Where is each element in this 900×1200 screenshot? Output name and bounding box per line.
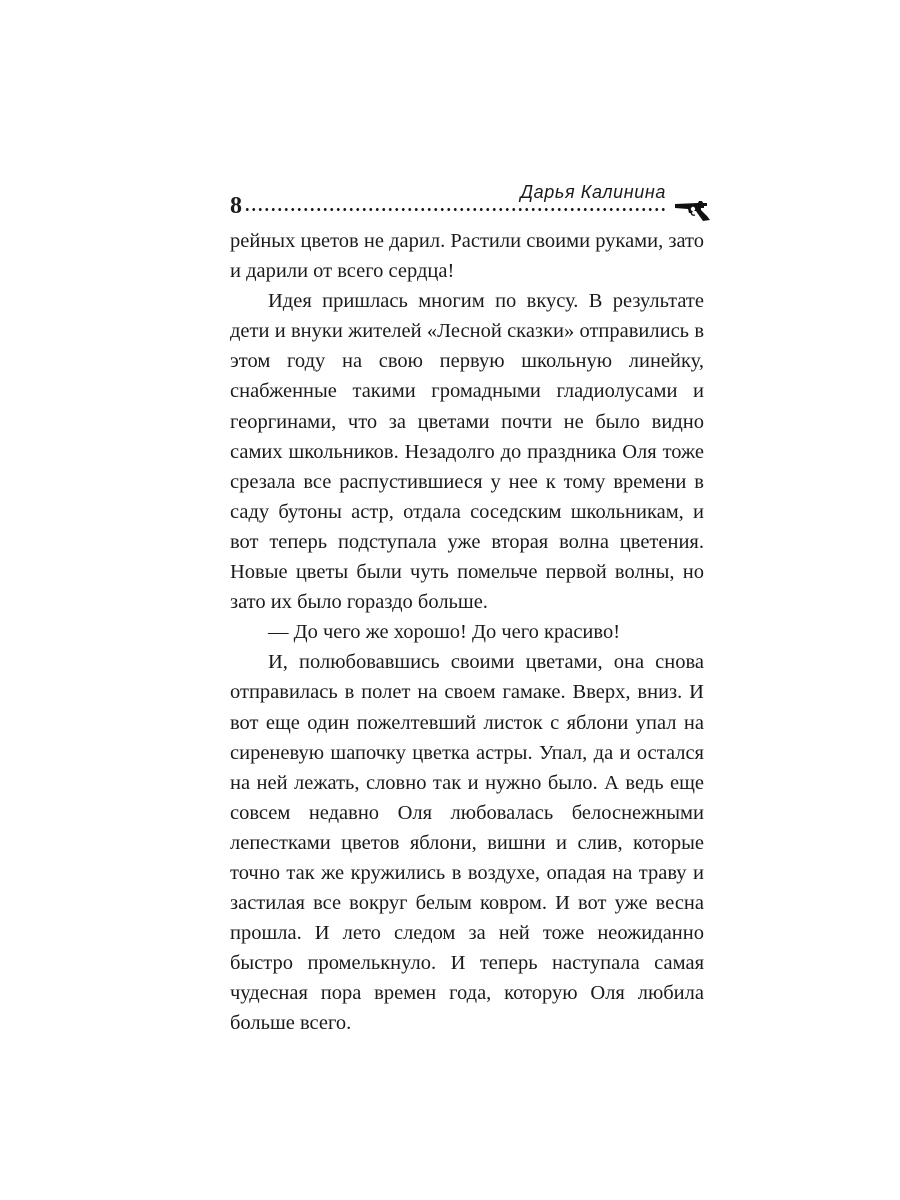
- revolver-icon: [674, 200, 712, 222]
- running-header: [230, 182, 712, 226]
- paragraph: Идея пришлась многим по вкусу. В результате дети и внуки жителей «Лесной сказки» отправились в этом году на свою первую школьную линейку, снабженные такими громадными гладиолусами и георгинами, что за цветами почти не было видно самих школьников. Незадолго до праздника Оля тоже срезала все распустившиеся у нее к тому времени в саду бутоны астр, отдала соседским школьникам, и вот теперь подступала уже вторая волна цветения. Новые цветы были чуть помельче первой волны, но зато их было гораздо больше.: [230, 290, 704, 614]
- paragraph: И, полюбовавшись своими цветами, она снова отправилась в полет на своем гамаке. Вверх, вниз. И вот еще один пожелтевший листок с яблони упал на сиреневую шапочку цветка астры. Упал, да и остался на ней лежать, словно так и нужно было. А ведь еще совсем недавно Оля любовалась белоснежными лепестками цветов яблони, вишни и слив, которые точно так же кружились в воздухе, опадая на траву и застилая все вокруг белым ковром. И вот уже весна прошла. И лето следом за ней тоже неожиданно быстро промелькнуло. И теперь наступала самая чудесная пора времен года, которую Оля любила больше всего.: [230, 651, 704, 1035]
- dialogue-line: — До чего же хорошо! До чего красиво!: [268, 621, 621, 644]
- page-number: 8: [230, 193, 242, 219]
- page-body: [230, 226, 704, 1039]
- paragraph-continued: рейных цветов не дарил. Растили своими руками, зато и дарили от всего сердца!: [230, 230, 704, 283]
- dotted-leader: [244, 208, 668, 211]
- running-title: Дарья Калинина: [516, 182, 666, 202]
